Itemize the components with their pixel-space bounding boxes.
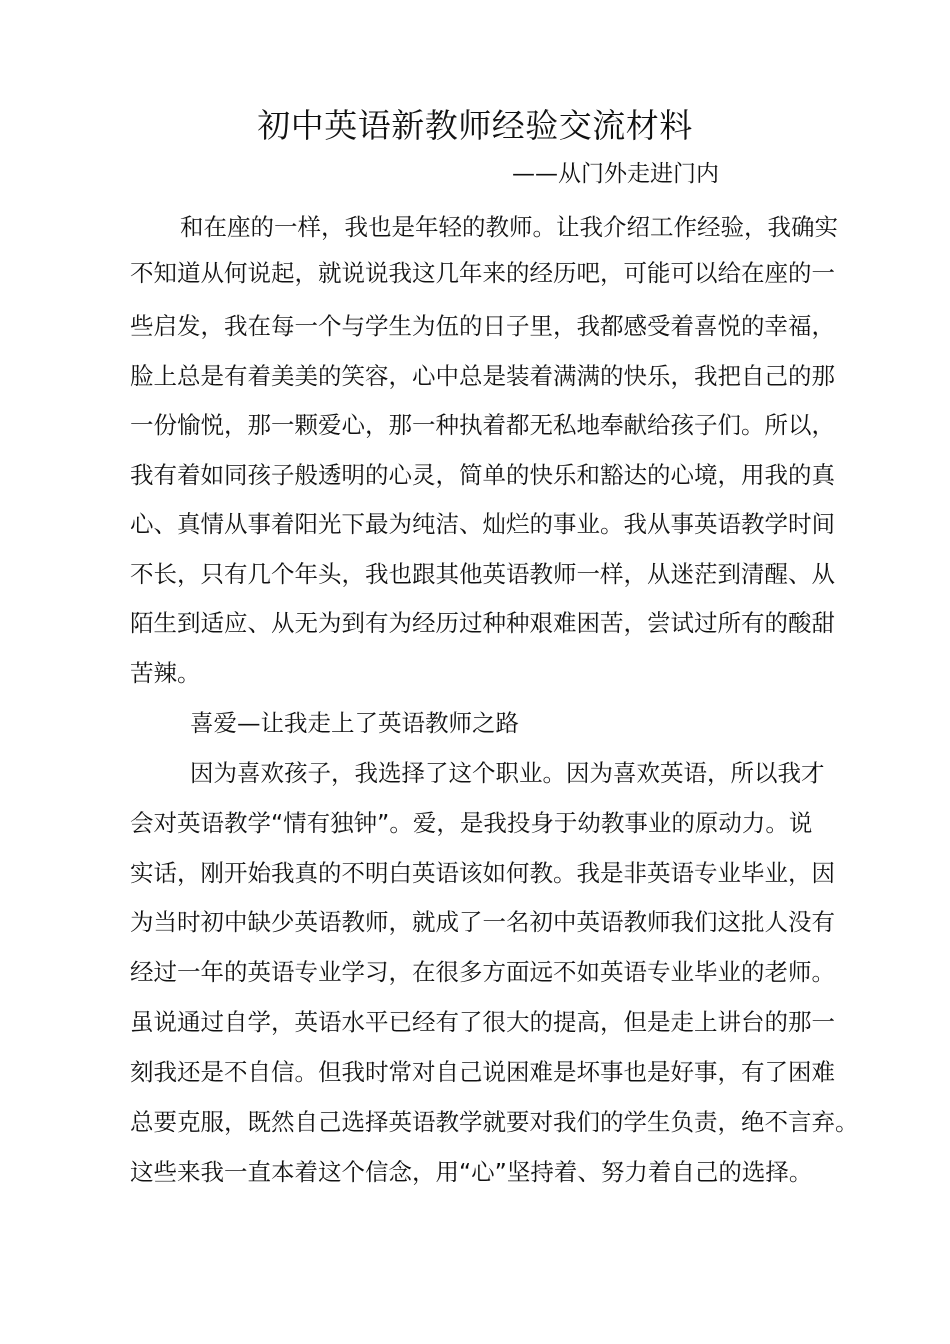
- paragraph-2-line: 因为喜欢孩子，我选择了这个职业。因为喜欢英语，所以我才: [190, 759, 825, 787]
- paragraph-1-line: 我有着如同孩子般透明的心灵，简单的快乐和豁达的心境，用我的真: [130, 461, 835, 489]
- document-title: 初中英语新教师经验交流材料: [257, 106, 693, 145]
- paragraph-2-line: 刻我还是不自信。但我时常对自己说困难是坏事也是好事，有了困难: [130, 1058, 835, 1086]
- paragraph-1-line: 不知道从何说起，就说说我这几年来的经历吧，可能可以给在座的一: [130, 259, 835, 287]
- paragraph-1-line: 不长，只有几个年头，我也跟其他英语教师一样，从迷茫到清醒、从: [130, 560, 835, 588]
- document-subtitle: ——从门外走进门内: [512, 161, 719, 187]
- paragraph-1-line: 苦辣。: [130, 659, 201, 687]
- paragraph-2-line: 为当时初中缺少英语教师，就成了一名初中英语教师我们这批人没有: [130, 908, 835, 936]
- paragraph-2-line: 这些来我一直本着这个信念，用“心”坚持着、努力着自己的选择。: [130, 1158, 813, 1186]
- paragraph-1-line: 心、真情从事着阳光下最为纯洁、灿烂的事业。我从事英语教学时间: [130, 510, 835, 538]
- section-heading: 喜爱—让我走上了英语教师之路: [190, 709, 519, 737]
- paragraph-2-line: 经过一年的英语专业学习，在很多方面远不如英语专业毕业的老师。: [130, 958, 835, 986]
- paragraph-1-line: 陌生到适应、从无为到有为经历过种种艰难困苦，尝试过所有的酸甜: [130, 609, 835, 637]
- paragraph-1-line: 脸上总是有着美美的笑容，心中总是装着满满的快乐，我把自己的那: [130, 362, 835, 390]
- paragraph-2-line: 总要克服，既然自己选择英语教学就要对我们的学生负责，绝不言弃。: [130, 1108, 859, 1136]
- paragraph-2-line: 实话，刚开始我真的不明白英语该如何教。我是非英语专业毕业，因: [130, 859, 835, 887]
- paragraph-2-line: 会对英语教学“情有独钟”。爱，是我投身于幼教事业的原动力。说: [130, 809, 813, 837]
- paragraph-2-line: 虽说通过自学，英语水平已经有了很大的提高，但是走上讲台的那一: [130, 1008, 835, 1036]
- paragraph-1-line: 一份愉悦，那一颗爱心，那一种执着都无私地奉献给孩子们。所以，: [130, 411, 835, 439]
- paragraph-1-line: 和在座的一样，我也是年轻的教师。让我介绍工作经验，我确实: [180, 213, 838, 241]
- paragraph-1-line: 些启发，我在每一个与学生为伍的日子里，我都感受着喜悦的幸福，: [130, 312, 835, 340]
